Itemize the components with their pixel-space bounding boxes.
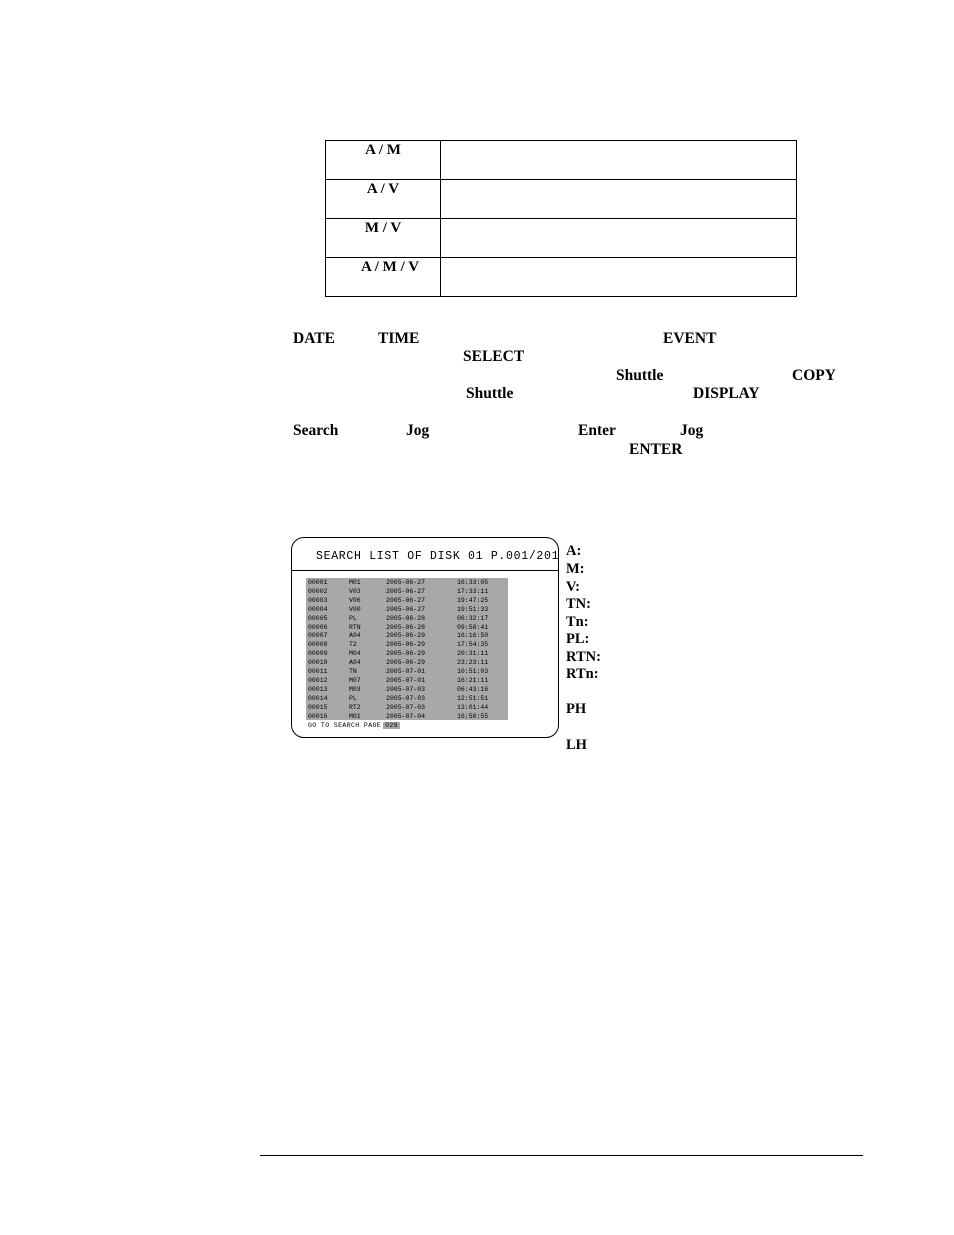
event-number: 00012 — [308, 676, 328, 684]
event-time: 13:01:44 — [457, 703, 489, 711]
keyword-jog: Jog — [406, 422, 430, 439]
event-type: M04 — [349, 650, 361, 658]
event-list — [306, 578, 508, 720]
event-time: 16:21:11 — [457, 676, 489, 684]
event-time: 12:51:51 — [457, 694, 489, 702]
event-type: M01 — [349, 579, 361, 586]
event-row[interactable] — [306, 703, 508, 712]
legend-item: LH — [566, 737, 587, 753]
keyword-time: TIME — [378, 330, 420, 347]
legend-item: A: — [566, 543, 582, 559]
event-date: 2005-06-29 — [386, 632, 426, 640]
event-time: 16:33:05 — [457, 579, 489, 586]
keyword-shuttle: Shuttle — [466, 385, 514, 402]
mode-description — [441, 258, 797, 297]
event-type: M01 — [349, 712, 361, 720]
event-time: 06:43:16 — [457, 685, 489, 693]
mode-row — [326, 141, 797, 180]
event-date: 2005-07-03 — [386, 685, 426, 693]
legend-item: RTN: — [566, 649, 601, 665]
event-row[interactable] — [306, 631, 508, 640]
legend-item: M: — [566, 561, 585, 577]
legend-item: V: — [566, 579, 580, 595]
event-type: M07 — [349, 676, 361, 684]
event-number: 00014 — [308, 694, 328, 702]
event-number: 00007 — [308, 632, 328, 640]
event-type: M03 — [349, 685, 361, 693]
title-divider — [292, 570, 558, 571]
mode-table — [325, 140, 797, 297]
event-date: 2005-06-27 — [386, 579, 426, 586]
event-time: 19:47:25 — [457, 596, 489, 604]
mode-key: M / V — [326, 219, 441, 258]
event-date: 2005-07-01 — [386, 668, 426, 675]
event-time: 16:50:55 — [457, 712, 489, 720]
mode-row — [326, 258, 797, 297]
event-row[interactable] — [306, 596, 508, 605]
mode-key: A / M — [326, 141, 441, 180]
event-number: 00004 — [308, 605, 328, 613]
event-row[interactable] — [306, 694, 508, 703]
mode-key: A / V — [326, 180, 441, 219]
keyword-event: EVENT — [663, 330, 717, 347]
event-row[interactable] — [306, 587, 508, 596]
event-date: 2005-06-29 — [386, 650, 426, 658]
event-number: 00005 — [308, 614, 328, 622]
keyword-display: DISPLAY — [693, 385, 760, 402]
keyword-date: DATE — [293, 330, 335, 347]
goto-label: GO TO SEARCH PAGE — [308, 722, 382, 729]
event-row[interactable] — [306, 667, 508, 676]
event-number: 00008 — [308, 641, 328, 649]
keyword-shuttle: Shuttle — [616, 367, 664, 384]
event-row[interactable] — [306, 640, 508, 649]
event-type: TN — [349, 668, 357, 675]
event-number: 00013 — [308, 685, 328, 693]
event-type: V06 — [349, 596, 361, 604]
keyword-select: SELECT — [463, 348, 525, 365]
legend-item: PL: — [566, 631, 590, 647]
event-number: 00003 — [308, 596, 328, 604]
mode-key: A / M / V — [326, 258, 441, 297]
footer-divider — [260, 1155, 863, 1156]
event-number: 00011 — [308, 668, 328, 675]
event-row[interactable] — [306, 578, 508, 587]
event-number: 00002 — [308, 587, 328, 595]
event-type: V03 — [349, 587, 361, 595]
event-date: 2005-06-27 — [386, 596, 426, 604]
keyword-copy: COPY — [792, 367, 836, 384]
event-date: 2005-07-03 — [386, 694, 426, 702]
event-type: A04 — [349, 659, 361, 667]
event-row[interactable] — [306, 685, 508, 694]
event-number: 00015 — [308, 703, 328, 711]
event-row[interactable] — [306, 658, 508, 667]
legend-item: RTn: — [566, 666, 599, 682]
event-row[interactable] — [306, 676, 508, 685]
search-list-screen — [291, 537, 559, 738]
event-date: 2005-07-04 — [386, 712, 426, 720]
event-type: PL — [349, 694, 357, 702]
event-date: 2005-06-27 — [386, 587, 426, 595]
event-type: PL — [349, 614, 357, 622]
event-row[interactable] — [306, 712, 508, 721]
event-time: 06:32:17 — [457, 614, 489, 622]
event-number: 00009 — [308, 650, 328, 658]
event-date: 2005-06-27 — [386, 605, 426, 613]
keyword-enter-key: ENTER — [629, 441, 683, 458]
event-date: 2005-07-01 — [386, 676, 426, 684]
event-time: 17:54:35 — [457, 641, 489, 649]
event-time: 16:16:50 — [457, 632, 489, 640]
event-number: 00006 — [308, 623, 328, 631]
keyword-search: Search — [293, 422, 339, 439]
mode-row — [326, 219, 797, 258]
event-type: A04 — [349, 632, 361, 640]
event-date: 2005-06-28 — [386, 614, 426, 622]
event-row[interactable] — [306, 649, 508, 658]
event-type: RT2 — [349, 703, 361, 711]
goto-page-input[interactable]: 029 — [385, 722, 399, 729]
event-number: 00016 — [308, 712, 328, 720]
event-number: 00010 — [308, 659, 328, 667]
mode-description — [441, 219, 797, 258]
event-time: 17:33:11 — [457, 587, 489, 595]
event-date: 2005-06-29 — [386, 641, 426, 649]
event-type: V00 — [349, 605, 361, 613]
search-list-title: SEARCH LIST OF DISK 01 P.001/201 — [316, 550, 560, 563]
event-date: 2005-07-03 — [386, 703, 426, 711]
event-date: 2005-06-28 — [386, 623, 426, 631]
goto-search-page — [308, 722, 400, 729]
keyword-enter: Enter — [578, 422, 616, 439]
event-row[interactable] — [306, 623, 508, 632]
event-row[interactable] — [306, 614, 508, 623]
event-date: 2005-06-29 — [386, 659, 426, 667]
keyword-jog: Jog — [680, 422, 704, 439]
mode-description — [441, 141, 797, 180]
event-time: 23:23:11 — [457, 659, 489, 667]
event-type: RTN — [349, 623, 361, 631]
mode-row — [326, 180, 797, 219]
event-number: 00001 — [308, 579, 328, 586]
mode-description — [441, 180, 797, 219]
legend-item: TN: — [566, 596, 591, 612]
event-time: 10:51:03 — [457, 668, 489, 675]
event-time: 20:31:11 — [457, 650, 489, 658]
legend-item: PH — [566, 701, 587, 717]
legend-item: Tn: — [566, 614, 589, 630]
event-time: 19:51:33 — [457, 605, 489, 613]
event-time: 09:58:41 — [457, 623, 489, 631]
event-type: T2 — [349, 641, 357, 649]
event-row[interactable] — [306, 605, 508, 614]
